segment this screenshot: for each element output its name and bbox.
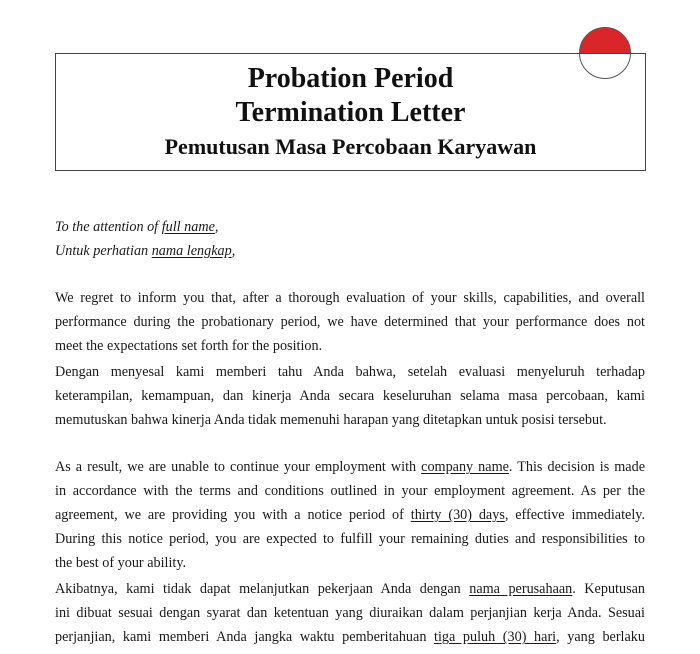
jangka-waktu-field: tiga puluh (30) hari bbox=[434, 629, 557, 645]
para1-en-line: performance during the probationary period, we have determined that your performance does not bbox=[55, 314, 645, 330]
attention-id-suffix: , bbox=[231, 243, 236, 259]
company-name-field: company name bbox=[421, 459, 509, 475]
attention-en bbox=[55, 218, 218, 236]
title-line-1: Probation Period bbox=[247, 63, 454, 94]
para2-en-line bbox=[55, 458, 645, 476]
para1-id-line: Dengan menyesal kami memberi tahu Anda bahwa, setelah evaluasi menyeluruh terhadap bbox=[55, 364, 645, 380]
para1-en-line: meet the expectations set forth for the position. bbox=[55, 338, 323, 354]
para2-id-text: , yang berlaku bbox=[556, 629, 645, 645]
para1-id-line: keterampilan, kemampuan, dan kinerja Anda secara keseluruhan selama masa percobaan, kami bbox=[55, 388, 645, 404]
para1-en-line: We regret to inform you that, after a thorough evaluation of your skills, capabilities, and overall bbox=[55, 290, 645, 306]
para2-id-line: ini dibuat sesuai dengan syarat dan ketentuan yang diuraikan dalam perjanjian kerja Anda. Sesuai bbox=[55, 605, 645, 621]
title-line-2: Termination Letter bbox=[235, 97, 466, 128]
para2-id-text: . Keputusan bbox=[572, 581, 645, 597]
para2-en-line bbox=[55, 506, 645, 524]
para2-en-line: in accordance with the terms and conditions outlined in your employment agreement. As per the bbox=[55, 483, 645, 499]
nama-perusahaan-field: nama perusahaan bbox=[469, 581, 573, 597]
para1-id-line: memutuskan bahwa kinerja Anda tidak memenuhi harapan yang ditetapkan untuk posisi tersebut. bbox=[55, 412, 607, 428]
para2-id-line bbox=[55, 628, 645, 646]
para2-en-line: During this notice period, you are expected to fulfill your remaining duties and responsibilities to bbox=[55, 531, 645, 547]
notice-period-field: thirty (30) days bbox=[410, 507, 505, 523]
full-name-field: full name bbox=[161, 219, 215, 235]
nama-lengkap-field: nama lengkap bbox=[151, 243, 232, 259]
para2-en-text: As a result, we are unable to continue your employment with bbox=[55, 459, 422, 475]
attention-en-suffix: , bbox=[214, 219, 219, 235]
attention-en-prefix: To the attention of bbox=[55, 219, 162, 235]
attention-id-prefix: Untuk perhatian bbox=[55, 243, 152, 259]
title-subtitle: Pemutusan Masa Percobaan Karyawan bbox=[164, 134, 537, 159]
attention-id bbox=[55, 242, 235, 260]
para2-en-line: the best of your ability. bbox=[55, 555, 187, 571]
para2-en-text: . This decision is made bbox=[508, 459, 645, 475]
para2-en-text: , effective immediately. bbox=[504, 507, 646, 523]
para2-en-text: agreement, we are providing you with a notice period of bbox=[55, 507, 411, 523]
para2-id-text: Akibatnya, kami tidak dapat melanjutkan pekerjaan Anda dengan bbox=[55, 581, 470, 597]
para2-id-text: perjanjian, kami memberi Anda jangka waktu pemberitahuan bbox=[55, 629, 435, 645]
title-box bbox=[55, 53, 646, 171]
para2-id-line bbox=[55, 580, 645, 598]
